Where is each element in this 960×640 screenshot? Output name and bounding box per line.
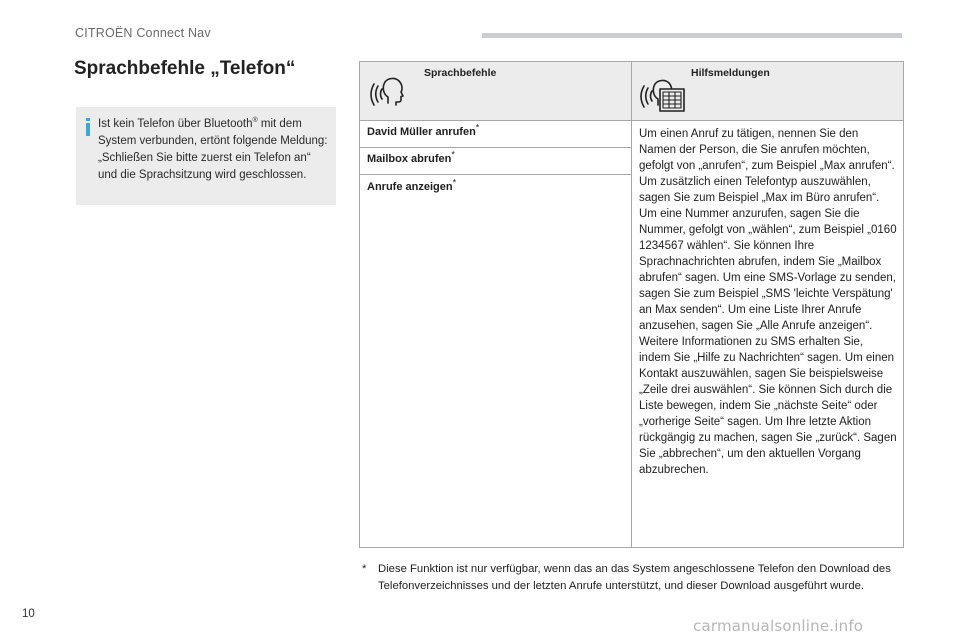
row-divider [360, 174, 631, 175]
info-text-part-2: mit dem System verbunden, ertönt folgende Meldung: „Schließen Sie bitte zuerst ein Telefon an“ und die Sprachsitzung wird geschlossen. [98, 118, 328, 181]
info-text-part-1: Ist kein Telefon über Bluetooth [98, 118, 253, 130]
footnote-mark: * [451, 149, 455, 160]
info-icon [86, 118, 90, 136]
watermark: carmanualsonline.info [693, 617, 864, 635]
command-label: Mailbox abrufen [367, 153, 452, 165]
footnote-mark: * [452, 177, 457, 188]
voice-commands-table [359, 61, 904, 548]
voice-command-icon [370, 73, 408, 111]
command-mailbox [360, 149, 631, 165]
footnote [362, 561, 902, 594]
column-header-help-messages: Hilfsmeldungen [691, 67, 770, 79]
footnote-mark: * [475, 122, 480, 133]
command-show-calls [360, 177, 631, 193]
footnote-star: * [362, 563, 367, 575]
command-label: Anrufe anzeigen [367, 181, 453, 193]
registered-mark: ® [252, 117, 258, 125]
row-divider [360, 147, 631, 148]
column-header-voice-commands: Sprachbefehle [424, 67, 497, 79]
command-call-contact [360, 122, 631, 138]
page-number: 10 [22, 608, 35, 620]
manual-header-title: CITROËN Connect Nav [75, 26, 211, 40]
help-message-icon [640, 73, 686, 113]
info-box [76, 107, 336, 205]
page-title: Sprachbefehle „Telefon“ [74, 58, 296, 79]
column-divider [631, 62, 632, 547]
header-bar [482, 33, 902, 38]
info-text [98, 116, 330, 184]
command-label: David Müller anrufen [367, 126, 476, 138]
help-message-text: Um einen Anruf zu tätigen, nennen Sie den Namen der Person, die Sie anrufen möchten, gefolgt von „anrufen“, zum Beispiel „Max anrufen“. Um zusätzlich einen Telefontyp auszuwählen, sagen Sie zum Beispiel „Max im Büro anrufen“. Um eine Nummer anzurufen, sagen Sie die Nummer, gefolgt von „wählen“, zum Beispiel „0160 1234567 wählen“. Sie können Ihre Sprachnachrichten abrufen, indem Sie „Mailbox abrufen“ sagen. Um eine SMS-Vorlage zu senden, sagen Sie zum Beispiel „SMS 'leichte Verspätung' an Max senden“. Um eine Liste Ihrer Anrufe anzusehen, sagen Sie „Alle Anrufe anzeigen“. Weitere Informationen zu SMS erhalten Sie, indem Sie „Hilfe zu Nachrichten“ sagen. Um einen Kontakt auszuwählen, sagen Sie beispielsweise „Zeile drei auswählen“. Sie können Sich durch die Liste bewegen, indem Sie „nächste Seite“ oder „vorherige Seite“ sagen. Um Ihre letzte Aktion rückgängig zu machen, sagen Sie „zurück“. Sagen Sie „abbrechen“, um den aktuellen Vorgang abzubrechen. [639, 128, 897, 476]
footnote-text: Diese Funktion ist nur verfügbar, wenn das an das System angeschlossene Telefon den Download des Telefonverzeichnisses und der letzten Anrufe unterstützt, und dieser Download ausgeführt wurde. [378, 563, 891, 592]
